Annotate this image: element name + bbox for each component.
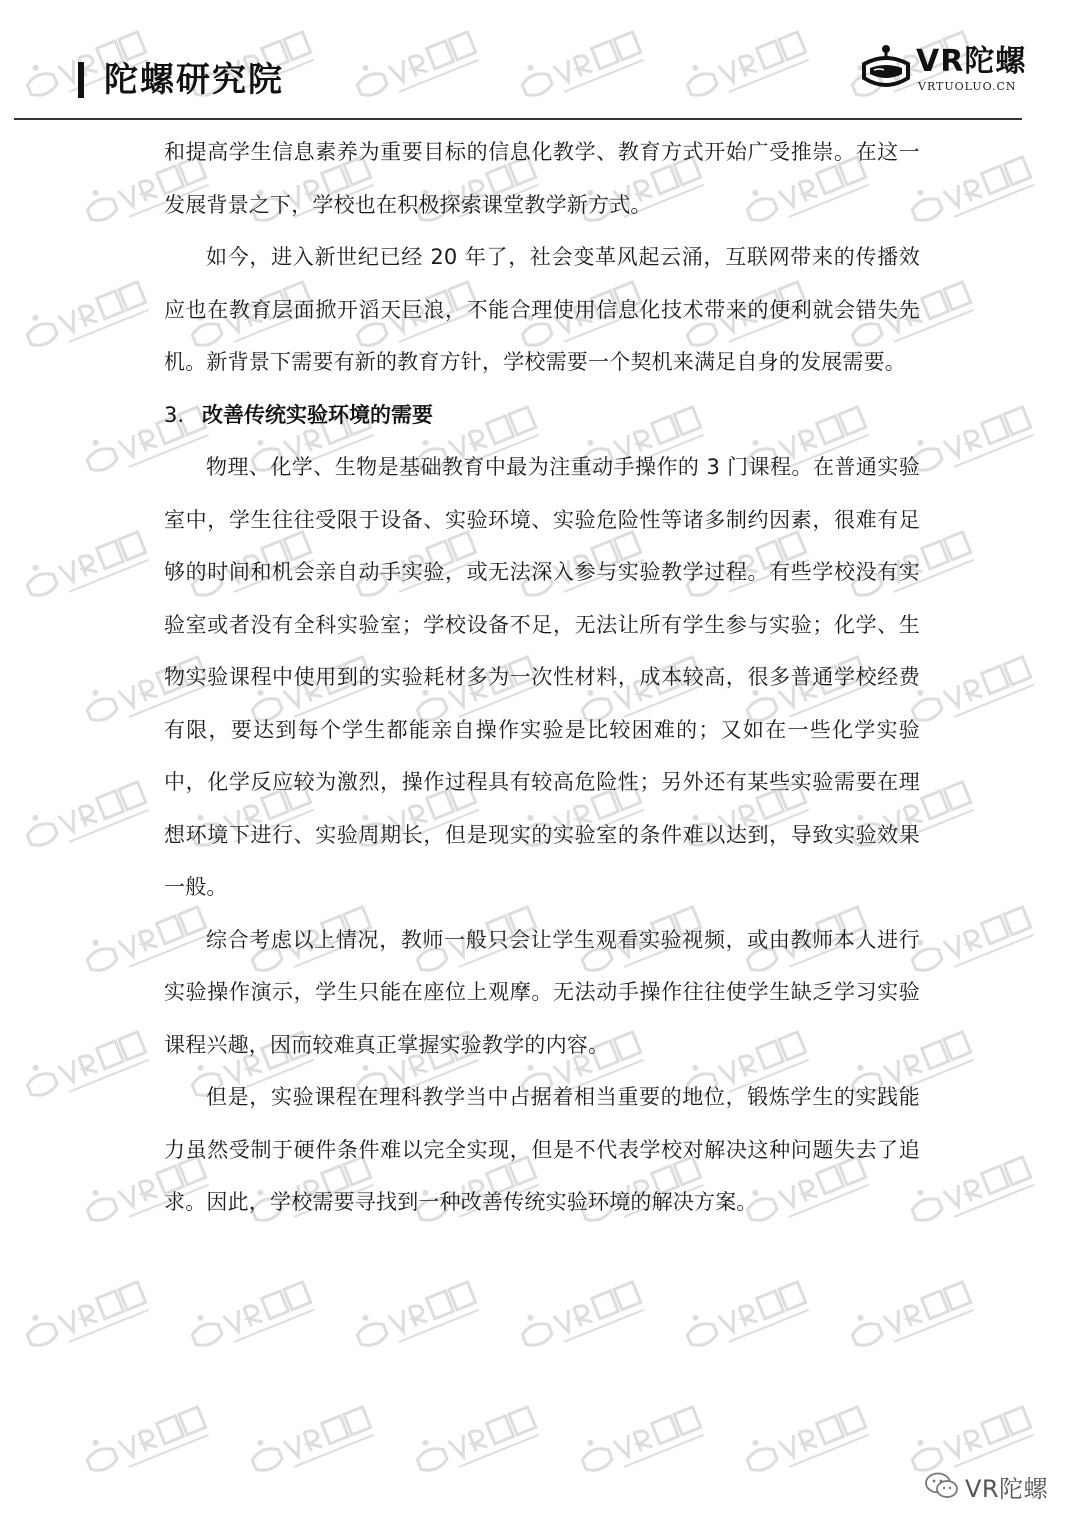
- section-number: 3.: [164, 402, 185, 427]
- page-title: 陀螺研究院: [104, 60, 284, 100]
- paragraph-4: 综合考虑以上情况，教师一般只会让学生观看实验视频，或由教师本人进行实验操作演示，学生只能在座位上观摩。无法动手操作往往使学生缺乏学习实验课程兴趣，因而较难真正掌握实验教学的内容。: [164, 927, 920, 1057]
- article-body: [164, 126, 920, 1229]
- header-divider: [14, 118, 1022, 120]
- section-title: 改善传统实验环境的需要: [202, 402, 433, 427]
- paragraph-5: 但是，实验课程在理科教学当中占据着相当重要的地位，锻炼学生的实践能力虽然受制于硬件条件难以完全实现，但是不代表学校对解决这种问题失去了追求。因此，学校需要寻找到一种改善传统实验环境的解决方案。: [164, 1085, 920, 1214]
- watermark-logo: [15, 1017, 154, 1112]
- watermark-logo: [900, 892, 1039, 987]
- watermark-logo: [15, 267, 154, 362]
- watermark-logo: [15, 1267, 154, 1362]
- source-mark: [925, 1466, 1048, 1506]
- watermark-logo: [15, 517, 154, 612]
- watermark-logo: [180, 1267, 319, 1362]
- watermark-logo: [405, 1392, 544, 1487]
- watermark-logo: [840, 1267, 979, 1362]
- watermark-logo: [900, 142, 1039, 237]
- section-heading: [164, 389, 920, 442]
- watermark-logo: [735, 1392, 874, 1487]
- watermark-logo: [900, 392, 1039, 487]
- paragraph-2: 如今，进入新世纪已经 20 年了，社会变革风起云涌，互联网带来的传播效应也在教育层面掀开滔天巨浪，不能合理使用信息化技术带来的便利就会错失先机。新背景下需要有新的教育方针，学校需要一个契机来满足自身的发展需要。: [164, 245, 920, 374]
- wechat-icon: [925, 1472, 959, 1500]
- watermark-logo: [15, 767, 154, 862]
- logo-url: VRTUOLUO.CN: [918, 80, 1017, 93]
- watermark-logo: [675, 1267, 814, 1362]
- source-label: VR陀螺: [965, 1474, 1049, 1503]
- brand-logo: [858, 36, 1048, 102]
- watermark-logo: [570, 1392, 709, 1487]
- logo-text: VR陀螺: [916, 44, 1027, 79]
- watermark-logo: [240, 1392, 379, 1487]
- paragraph-3: 物理、化学、生物是基础教育中最为注重动手操作的 3 门课程。在普通实验室中，学生往往受限于设备、实验环境、实验危险性等诸多制约因素，很难有足够的时间和机会亲自动手实验，或无法深入参与实验教学过程。有些学校没有实验室或者没有全科实验室；学校设备不足，无法让所有学生参与实验；化学、生物实验课程中使用到的实验耗材多为一次性材料，成本较高，很多普通学校经费有限，要达到每个学生都能亲自操作实验是比较困难的；又如在一些化学实验中，化学反应较为激烈，操作过程具有较高危险性；另外还有某些实验需要在理想环境下进行、实验周期长，但是现实的实验室的条件难以达到，导致实验效果一般。: [164, 455, 920, 899]
- header-accent-bar: [78, 62, 84, 98]
- paragraph-1: 和提高学生信息素养为重要目标的信息化教学、教育方式开始广受推崇。在这一发展背景之下，学校也在积极探索课堂教学新方式。: [164, 140, 920, 217]
- watermark-logo: [900, 1142, 1039, 1237]
- page-header: [0, 0, 1080, 122]
- watermark-logo: [510, 1267, 649, 1362]
- vr-headset-icon: [858, 40, 914, 96]
- watermark-logo: [345, 1267, 484, 1362]
- watermark-logo: [900, 642, 1039, 737]
- watermark-logo: [75, 1392, 214, 1487]
